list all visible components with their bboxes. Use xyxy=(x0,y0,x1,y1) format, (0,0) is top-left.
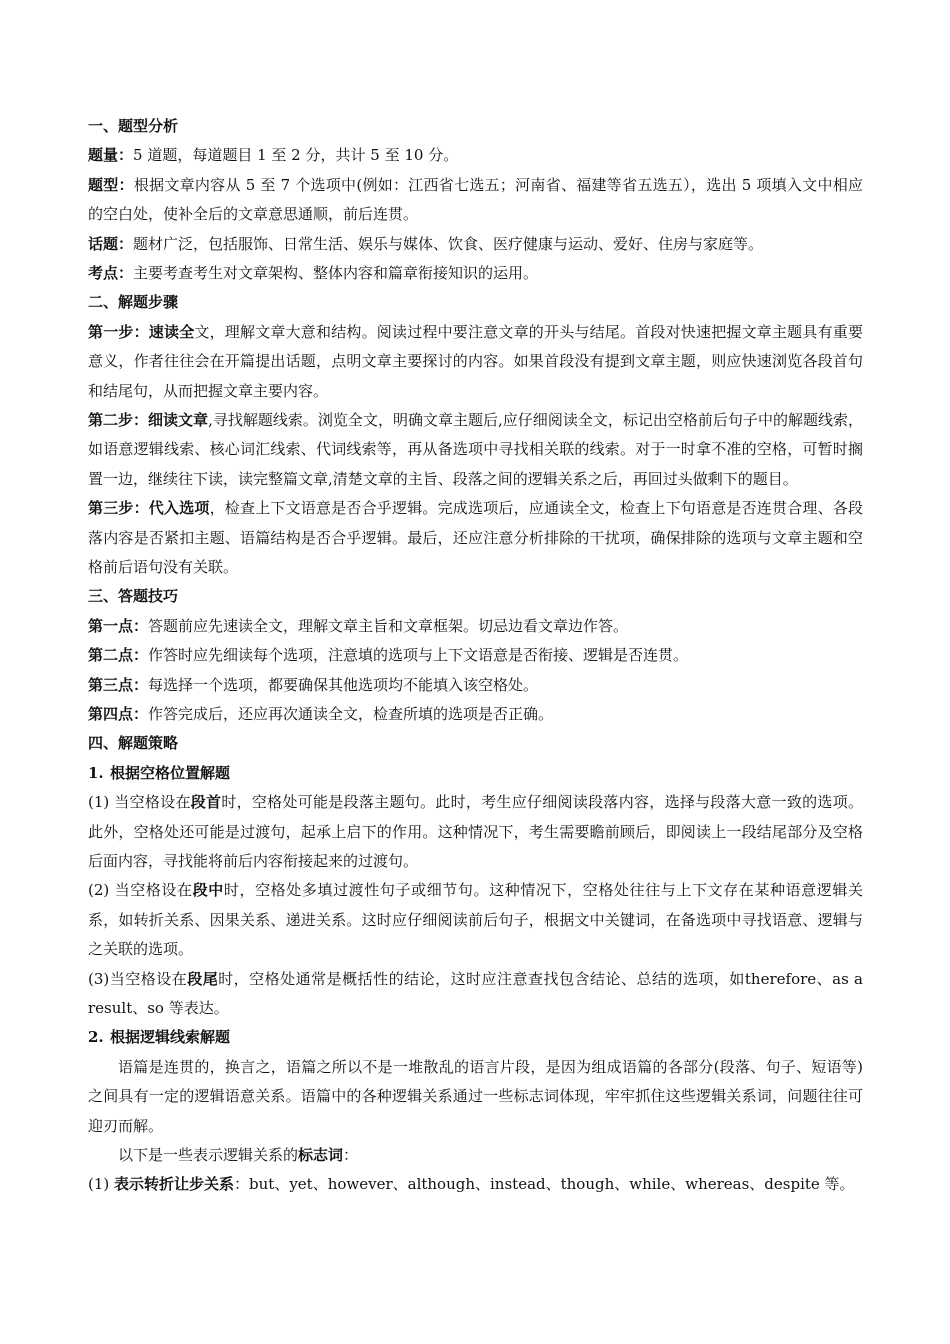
step-3 xyxy=(88,494,863,582)
exam-point xyxy=(88,259,863,288)
keyword-contrast: 表示转折让步关系 xyxy=(114,1175,235,1194)
tip-4 xyxy=(88,700,863,729)
step-2 xyxy=(88,406,863,494)
paragraph-text: (2) 当空格设在 xyxy=(88,881,193,900)
keyword-duanwei: 段尾 xyxy=(187,969,219,988)
question-type xyxy=(88,171,863,230)
contrast-words-line xyxy=(88,1170,863,1199)
document-page xyxy=(88,112,863,1200)
tip-text: 每选择一个选项，都要确保其他选项均不能填入该空格处。 xyxy=(148,675,539,694)
section-2-title: 二、解题步骤 xyxy=(88,293,179,312)
subsection-2-text: 根据逻辑线索解题 xyxy=(110,1028,231,1047)
paragraph-text: 时，空格处通常是概括性的结论，这时应注意查找包含结论、总结的选项，如therefore、as a result、so 等表达。 xyxy=(88,969,863,1017)
step-1 xyxy=(88,318,863,406)
question-topic-label: 话题： xyxy=(88,234,134,253)
step-1-text: 文，理解文章大意和结构。阅读过程中要注意文章的开头与结尾。首段对快速把握文章主题具有重要意义，作者往往会在开篇提出话题，点明文章主要探讨的内容。如果首段没有提到文章主题，则应快速浏览各段首句和结尾句，从而把握文章主要内容。 xyxy=(88,322,863,400)
question-topic-text: 题材广泛，包括服饰、日常生活、娱乐与媒体、饮食、医疗健康与运动、爱好、住房与家庭等。 xyxy=(133,234,764,253)
marker-words-intro xyxy=(88,1141,863,1170)
tip-label: 第三点： xyxy=(88,675,149,694)
keyword-duanshou: 段首 xyxy=(190,793,222,812)
position-end-paragraph xyxy=(88,965,863,1024)
tip-3 xyxy=(88,671,863,700)
paragraph-text: (1) 当空格设在 xyxy=(88,793,191,812)
step-1-label: 第一步：速读全 xyxy=(88,322,195,341)
paragraph-text: 时，空格处可能是段落主题句。此时，考生应仔细阅读段落内容，选择与段落大意一致的选项。此外，空格处还可能是过渡句，起承上启下的作用。这种情况下，考生需要瞻前顾后，即阅读上一段结尾部分及空格后面内容，寻找能将前后内容衔接起来的过渡句。 xyxy=(88,793,863,870)
subsection-2-number: 2. xyxy=(88,1028,104,1047)
exam-point-text: 主要考查考生对文章架构、整体内容和篇章衔接知识的运用。 xyxy=(133,263,539,282)
paragraph-text: ：but、yet、however、although、instead、though、while、whereas、despite 等。 xyxy=(234,1175,855,1194)
tip-2 xyxy=(88,641,863,670)
section-3-title: 三、答题技巧 xyxy=(88,587,179,606)
step-2-text: ,寻找解题线索。浏览全文，明确文章主题后,应仔细阅读全文，标记出空格前后句子中的解题线索，如语意逻辑线索、核心词汇线索、代词线索等，再从备选项中寻找相关联的线索。对于一时拿不准的空格，可暂时搁置一边，继续往下读，读完整篇文章,清楚文章的主旨、段落之间的逻辑关系之后，再回过头做剩下的题目。 xyxy=(88,410,863,488)
position-start-paragraph xyxy=(88,788,863,876)
tip-label: 第一点： xyxy=(88,616,149,635)
subsection-1-number: 1. xyxy=(88,763,104,782)
subsection-1-title xyxy=(88,759,863,788)
paragraph-text: (3)当空格设在 xyxy=(88,969,188,988)
question-count-label: 题量： xyxy=(88,146,134,165)
tip-label: 第二点： xyxy=(88,646,149,665)
question-count-text: 5 道题，每道题目 1 至 2 分，共计 5 至 10 分。 xyxy=(133,146,459,165)
tip-label: 第四点： xyxy=(88,704,149,723)
keyword-duanzhong: 段中 xyxy=(192,881,224,900)
paragraph-text: ： xyxy=(343,1146,359,1165)
keyword-marker-words: 标志词 xyxy=(298,1146,344,1165)
subsection-2-title xyxy=(88,1023,863,1052)
step-3-label: 第三步：代入选项 xyxy=(88,499,210,518)
tip-text: 答题前应先速读全文，理解文章主旨和文章框架。切忌边看文章边作答。 xyxy=(148,616,629,635)
question-topic xyxy=(88,230,863,259)
tip-1 xyxy=(88,612,863,641)
question-type-text: 根据文章内容从 5 至 7 个选项中(例如：江西省七选五；河南省、福建等省五选五），选出 5 项填入文中相应的空白处，使补全后的文章意思通顺，前后连贯。 xyxy=(88,175,863,224)
paragraph-text: 时，空格处多填过渡性句子或细节句。这种情况下，空格处往往与上下文存在某种语意逻辑关系，如转折关系、因果关系、递进关系。这时应仔细阅读前后句子，根据文中关键词，在备选项中寻找语意、逻辑与之关联的选项。 xyxy=(88,881,863,959)
subsection-1-text: 根据空格位置解题 xyxy=(110,763,231,782)
question-count xyxy=(88,141,863,170)
logic-intro-paragraph: 语篇是连贯的，换言之，语篇之所以不是一堆散乱的语言片段，是因为组成语篇的各部分(段落、句子、短语等)之间具有一定的逻辑语意关系。语篇中的各种逻辑关系通过一些标志词体现，牢牢抓住这些逻辑关系词，问题往往可迎刃而解。 xyxy=(88,1057,863,1135)
tip-text: 作答完成后，还应再次通读全文，检查所填的选项是否正确。 xyxy=(148,704,554,723)
tip-text: 作答时应先细读每个选项，注意填的选项与上下文语意是否衔接、逻辑是否连贯。 xyxy=(148,646,689,665)
section-1-title: 一、题型分析 xyxy=(88,117,179,135)
exam-point-label: 考点： xyxy=(88,263,134,282)
paragraph-text: 以下是一些表示逻辑关系的 xyxy=(118,1146,299,1165)
position-middle-paragraph xyxy=(88,876,863,964)
step-2-label: 第二步：细读文章 xyxy=(88,410,209,429)
paragraph-text: (1) xyxy=(88,1175,115,1194)
step-3-text: ，检查上下文语意是否合乎逻辑。完成选项后，应通读全文，检查上下句语意是否连贯合理、各段落内容是否紧扣主题、语篇结构是否合乎逻辑。最后，还应注意分析排除的干扰项，确保排除的选项与文章主题和空格前后语句没有关联。 xyxy=(88,499,863,577)
question-type-label: 题型： xyxy=(88,175,134,194)
section-4-title: 四、解题策略 xyxy=(88,734,179,753)
